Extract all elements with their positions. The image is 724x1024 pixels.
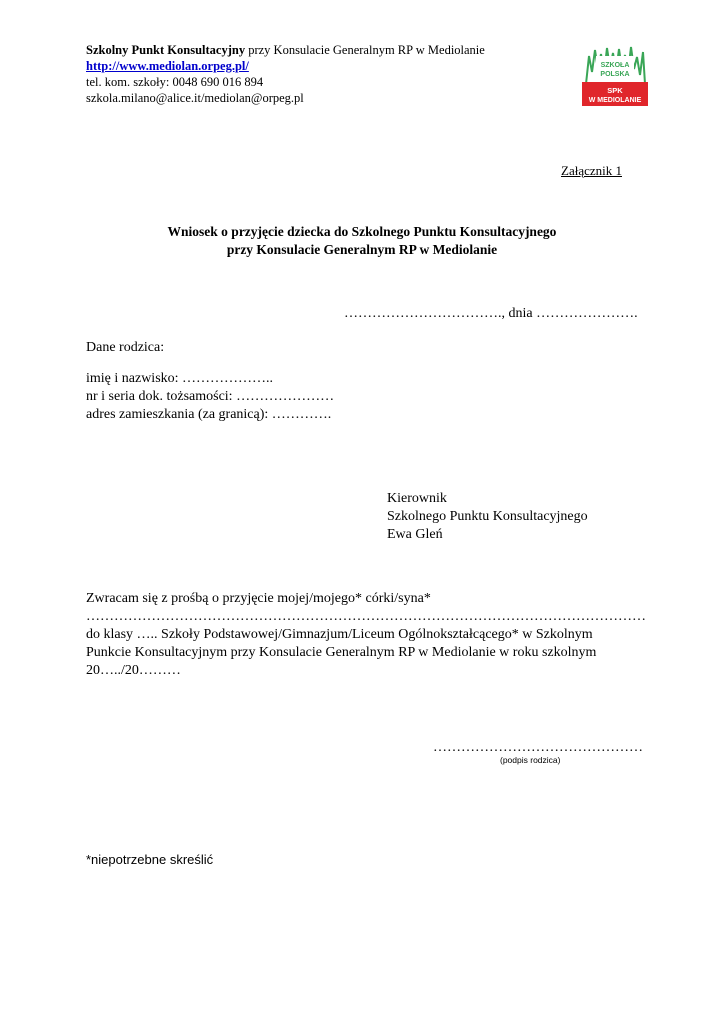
title-line-2: przy Konsulacie Generalnym RP w Mediolanie bbox=[226, 242, 498, 257]
logo-line3: SPK bbox=[607, 86, 623, 95]
logo-line2: POLSKA bbox=[600, 71, 630, 78]
email-text: szkola.milano@alice.it/mediolan@orpeg.pl bbox=[86, 91, 304, 105]
footnote: *niepotrzebne skreślić bbox=[86, 852, 214, 867]
org-name-rest: przy Konsulacie Generalnym RP w Mediolanie bbox=[245, 43, 485, 57]
signature-dots: ……………………………………… bbox=[433, 740, 643, 755]
request-block bbox=[86, 590, 646, 680]
recipient-block bbox=[387, 490, 588, 544]
document-title bbox=[86, 223, 638, 259]
request-line-4: Punkcie Konsultacyjnym przy Konsulacie Generalnym RP w Mediolanie w roku szkolnym bbox=[86, 645, 597, 660]
parent-heading: Dane rodzica: bbox=[86, 340, 165, 355]
title-line-1: Wniosek o przyjęcie dziecka do Szkolnego Punktu Konsultacyjnego bbox=[167, 224, 557, 239]
parent-fields bbox=[86, 370, 334, 424]
recipient-name: Ewa Gleń bbox=[387, 527, 443, 542]
logo-line1: SZKOŁA bbox=[600, 62, 630, 69]
request-line-3: do klasy ….. Szkoły Podstawowej/Gimnazjum/Liceum Ogólnokształcącego* w Szkolnym bbox=[86, 627, 593, 642]
recipient-org: Szkolnego Punktu Konsultacyjnego bbox=[387, 509, 588, 524]
org-name-line bbox=[86, 42, 485, 58]
request-line-5: 20…../20……… bbox=[86, 663, 181, 678]
phone-text: tel. kom. szkoły: 0048 690 016 894 bbox=[86, 75, 264, 89]
request-line-2: ………………………………………………………………………………………………………… bbox=[86, 609, 646, 624]
signature-label: (podpis rodzica) bbox=[500, 755, 561, 765]
org-name-bold: Szkolny Punkt Konsultacyjny bbox=[86, 43, 246, 57]
website-link[interactable]: http://www.mediolan.orpeg.pl/ bbox=[86, 59, 249, 73]
parent-name-field: imię i nazwisko: ……………….. bbox=[86, 371, 274, 386]
parent-address-field: adres zamieszkania (za granicą): …………. bbox=[86, 407, 332, 422]
place-date-line: ……………………………., dnia …………………. bbox=[344, 306, 638, 321]
recipient-title: Kierownik bbox=[387, 491, 447, 506]
request-line-1: Zwracam się z prośbą o przyjęcie mojej/mojego* córki/syna* bbox=[86, 591, 431, 606]
logo-line4: W MEDIOLANIE bbox=[588, 97, 642, 104]
school-logo bbox=[582, 44, 648, 106]
attachment-label: Załącznik 1 bbox=[561, 163, 622, 178]
school-header bbox=[86, 42, 485, 106]
parent-id-field: nr i seria dok. tożsamości: ………………… bbox=[86, 389, 335, 404]
